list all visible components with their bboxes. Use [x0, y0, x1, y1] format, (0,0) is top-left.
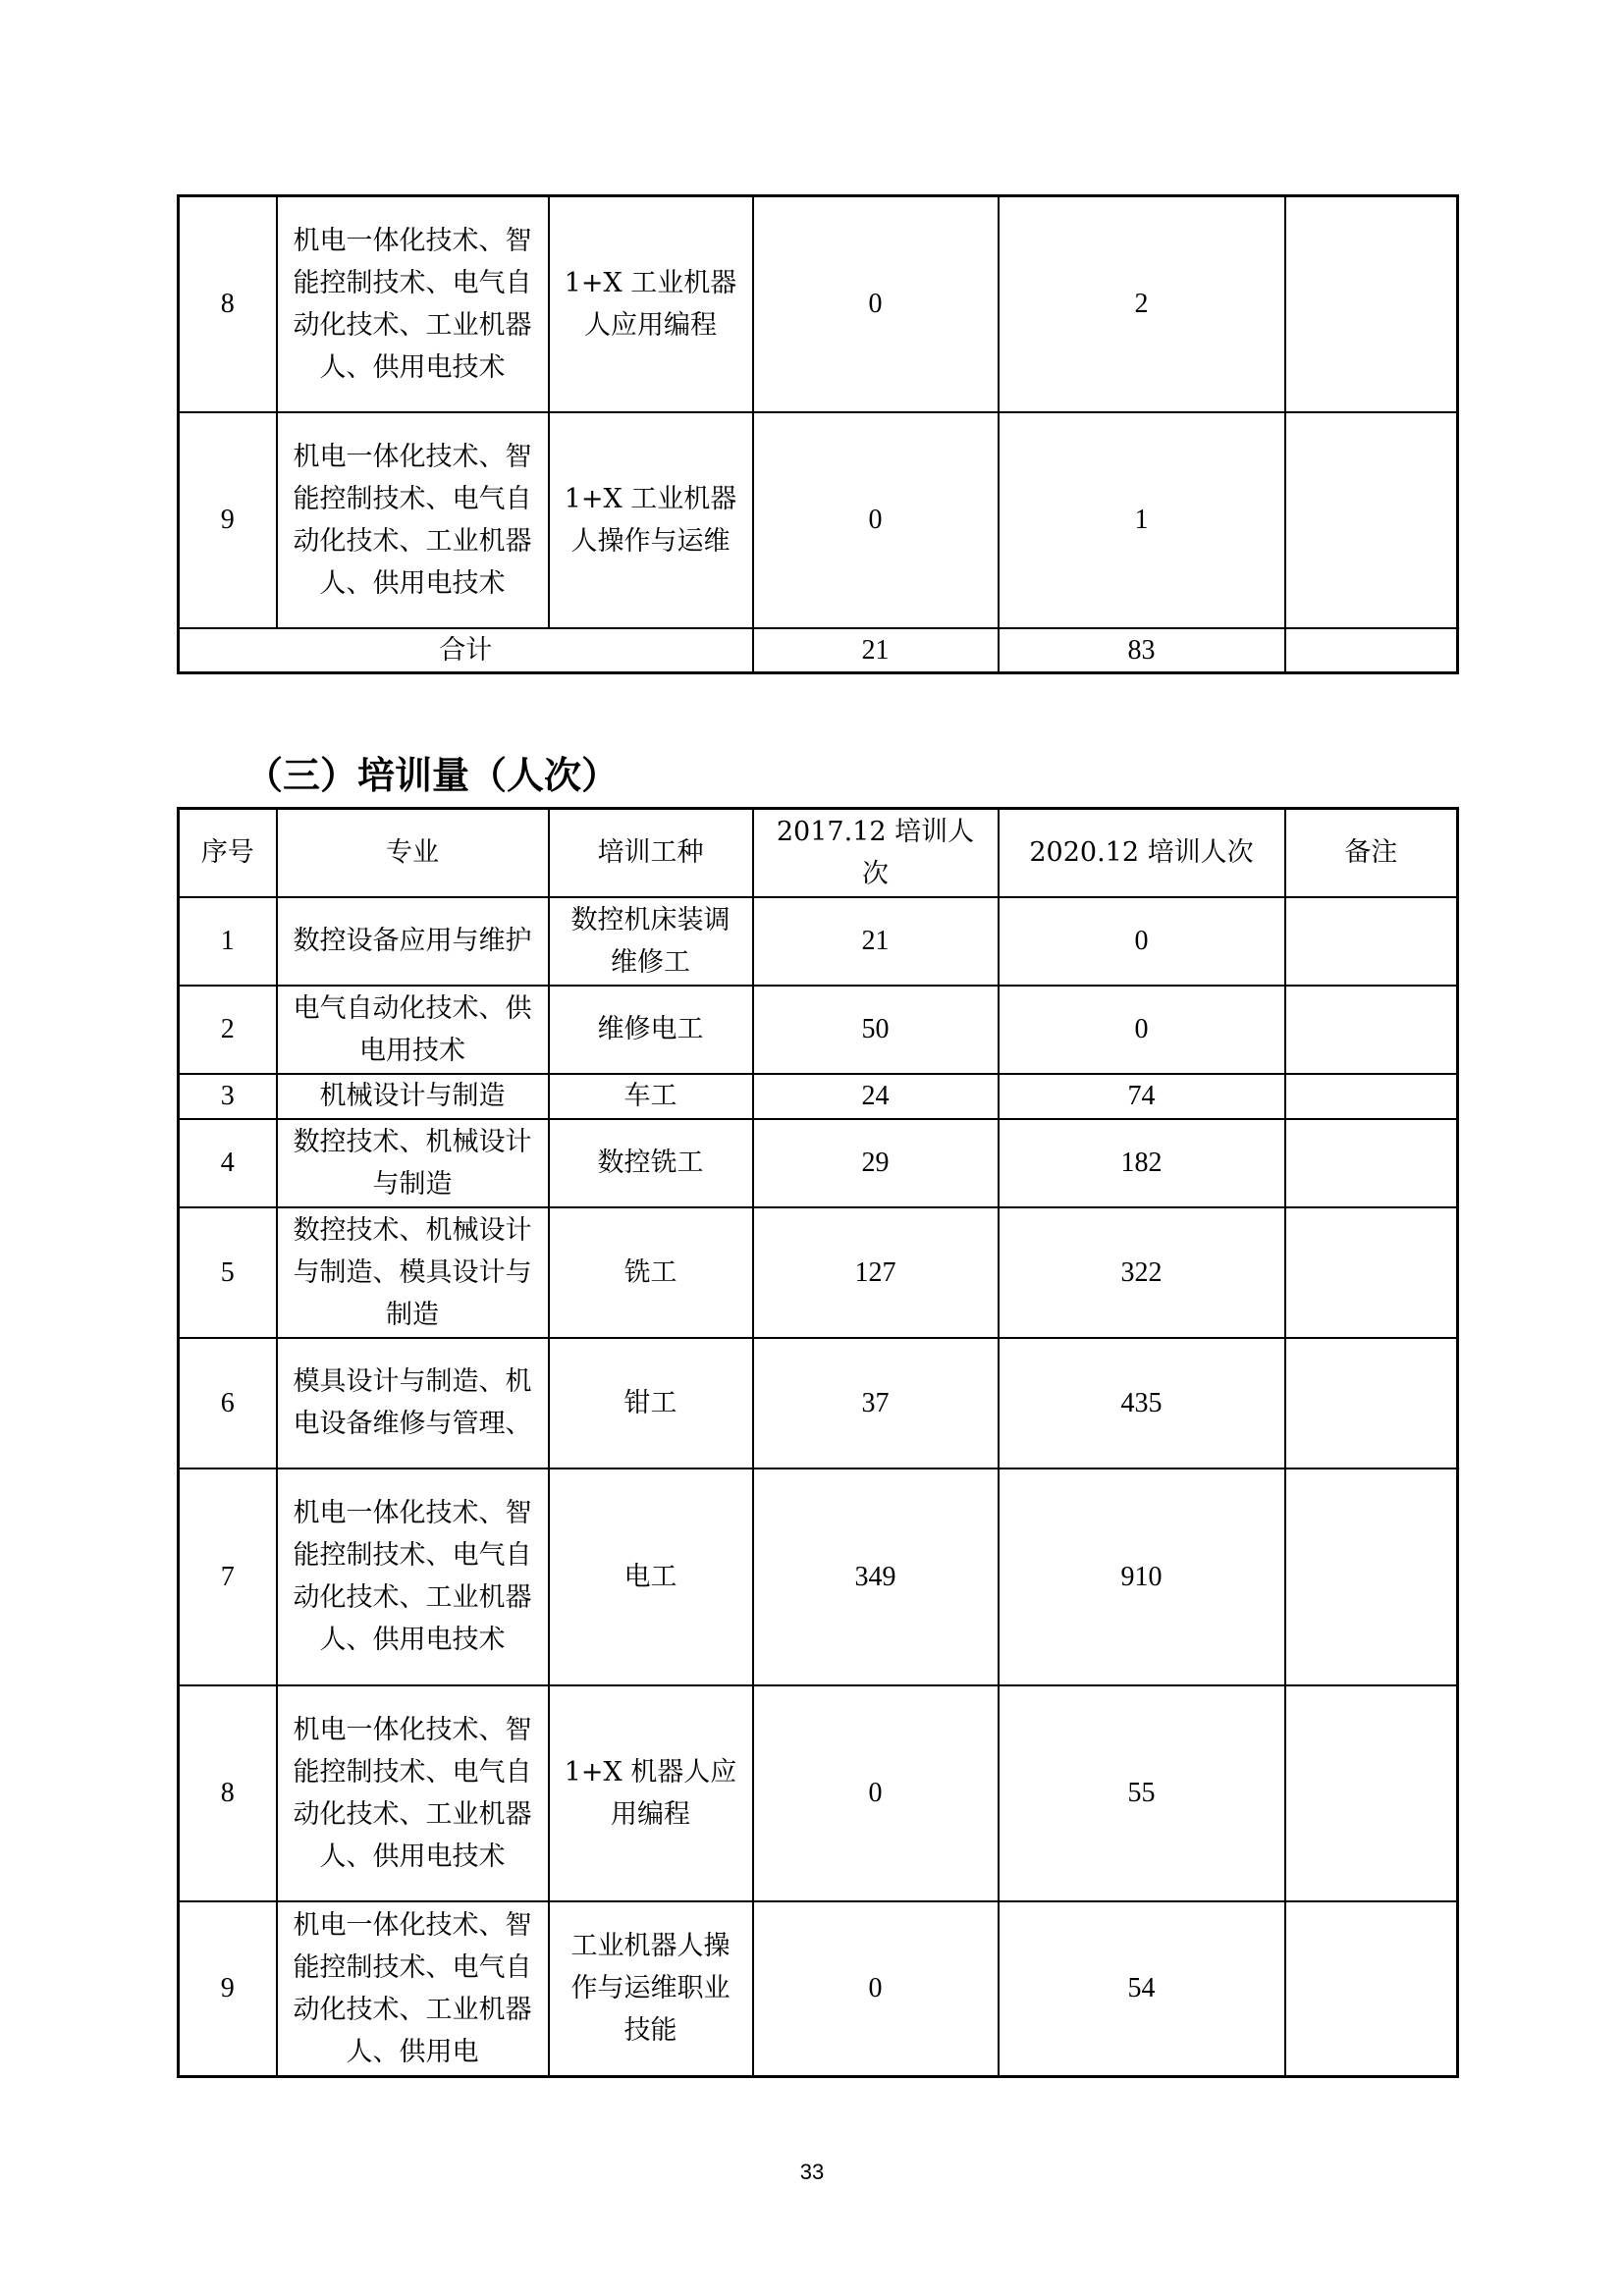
row-number: 9 [179, 412, 277, 628]
value-2017-cell: 24 [753, 1074, 999, 1119]
header-no: 序号 [179, 809, 277, 897]
major-cell: 数控技术、机械设计与制造、模具设计与制造 [277, 1207, 549, 1338]
note-cell [1285, 412, 1458, 628]
item-cell: 铣工 [549, 1207, 753, 1338]
value-2020-cell: 910 [999, 1468, 1285, 1685]
value-2017-cell: 0 [753, 196, 999, 412]
training-volume-table [177, 807, 1459, 2078]
major-cell: 机电一体化技术、智能控制技术、电气自动化技术、工业机器人、供用电技术 [277, 412, 549, 628]
total-2017: 21 [753, 628, 999, 673]
value-2020-cell: 1 [999, 412, 1285, 628]
total-note [1285, 628, 1458, 673]
note-cell [1285, 986, 1458, 1074]
value-2017-cell: 349 [753, 1468, 999, 1685]
value-2020-cell: 55 [999, 1685, 1285, 1901]
major-cell: 机械设计与制造 [277, 1074, 549, 1119]
header-note: 备注 [1285, 809, 1458, 897]
item-cell: 数控铣工 [549, 1119, 753, 1207]
total-row [179, 628, 1458, 673]
table-row [179, 196, 1458, 412]
value-2020-cell: 0 [999, 897, 1285, 986]
item-cell: 1+X 工业机器人操作与运维 [549, 412, 753, 628]
row-number: 6 [179, 1338, 277, 1468]
major-cell: 机电一体化技术、智能控制技术、电气自动化技术、工业机器人、供用电技术 [277, 1685, 549, 1901]
note-cell [1285, 1901, 1458, 2077]
table-row [179, 986, 1458, 1074]
value-2017-cell: 0 [753, 412, 999, 628]
section-heading: （三）培训量（人次） [245, 754, 620, 797]
row-number: 9 [179, 1901, 277, 2077]
item-cell: 1+X 机器人应用编程 [549, 1685, 753, 1901]
table-row [179, 1468, 1458, 1685]
major-cell: 机电一体化技术、智能控制技术、电气自动化技术、工业机器人、供用电 [277, 1901, 549, 2077]
note-cell [1285, 1468, 1458, 1685]
value-2020-cell: 74 [999, 1074, 1285, 1119]
table-row [179, 1685, 1458, 1901]
table-row [179, 412, 1458, 628]
item-cell: 车工 [549, 1074, 753, 1119]
value-2020-cell: 2 [999, 196, 1285, 412]
row-number: 2 [179, 986, 277, 1074]
item-cell: 1+X 工业机器人应用编程 [549, 196, 753, 412]
row-number: 5 [179, 1207, 277, 1338]
row-number: 1 [179, 897, 277, 986]
value-2020-cell: 322 [999, 1207, 1285, 1338]
note-cell [1285, 1119, 1458, 1207]
table-row [179, 1119, 1458, 1207]
header-row [179, 809, 1458, 897]
major-cell: 机电一体化技术、智能控制技术、电气自动化技术、工业机器人、供用电技术 [277, 1468, 549, 1685]
value-2020-cell: 182 [999, 1119, 1285, 1207]
header-item: 培训工种 [549, 809, 753, 897]
value-2017-cell: 127 [753, 1207, 999, 1338]
value-2017-cell: 37 [753, 1338, 999, 1468]
note-cell [1285, 1338, 1458, 1468]
header-major: 专业 [277, 809, 549, 897]
row-number: 4 [179, 1119, 277, 1207]
continued-certificate-table [177, 194, 1459, 674]
page-number: 33 [799, 2160, 825, 2184]
table-row [179, 1207, 1458, 1338]
item-cell: 电工 [549, 1468, 753, 1685]
value-2017-cell: 50 [753, 986, 999, 1074]
major-cell: 数控设备应用与维护 [277, 897, 549, 986]
value-2017-cell: 29 [753, 1119, 999, 1207]
note-cell [1285, 1207, 1458, 1338]
note-cell [1285, 1685, 1458, 1901]
table-row [179, 1901, 1458, 2077]
header-2017: 2017.12 培训人次 [753, 809, 999, 897]
value-2017-cell: 0 [753, 1685, 999, 1901]
value-2017-cell: 21 [753, 897, 999, 986]
major-cell: 机电一体化技术、智能控制技术、电气自动化技术、工业机器人、供用电技术 [277, 196, 549, 412]
row-number: 8 [179, 1685, 277, 1901]
row-number: 3 [179, 1074, 277, 1119]
table-row [179, 897, 1458, 986]
value-2020-cell: 54 [999, 1901, 1285, 2077]
item-cell: 数控机床装调维修工 [549, 897, 753, 986]
total-2020: 83 [999, 628, 1285, 673]
value-2017-cell: 0 [753, 1901, 999, 2077]
row-number: 7 [179, 1468, 277, 1685]
item-cell: 钳工 [549, 1338, 753, 1468]
item-cell: 工业机器人操作与运维职业技能 [549, 1901, 753, 2077]
note-cell [1285, 1074, 1458, 1119]
major-cell: 电气自动化技术、供电用技术 [277, 986, 549, 1074]
table-row [179, 1338, 1458, 1468]
header-2020: 2020.12 培训人次 [999, 809, 1285, 897]
value-2020-cell: 435 [999, 1338, 1285, 1468]
total-label: 合计 [179, 628, 753, 673]
note-cell [1285, 196, 1458, 412]
major-cell: 数控技术、机械设计与制造 [277, 1119, 549, 1207]
row-number: 8 [179, 196, 277, 412]
item-cell: 维修电工 [549, 986, 753, 1074]
table-row [179, 1074, 1458, 1119]
major-cell: 模具设计与制造、机电设备维修与管理、 [277, 1338, 549, 1468]
note-cell [1285, 897, 1458, 986]
value-2020-cell: 0 [999, 986, 1285, 1074]
